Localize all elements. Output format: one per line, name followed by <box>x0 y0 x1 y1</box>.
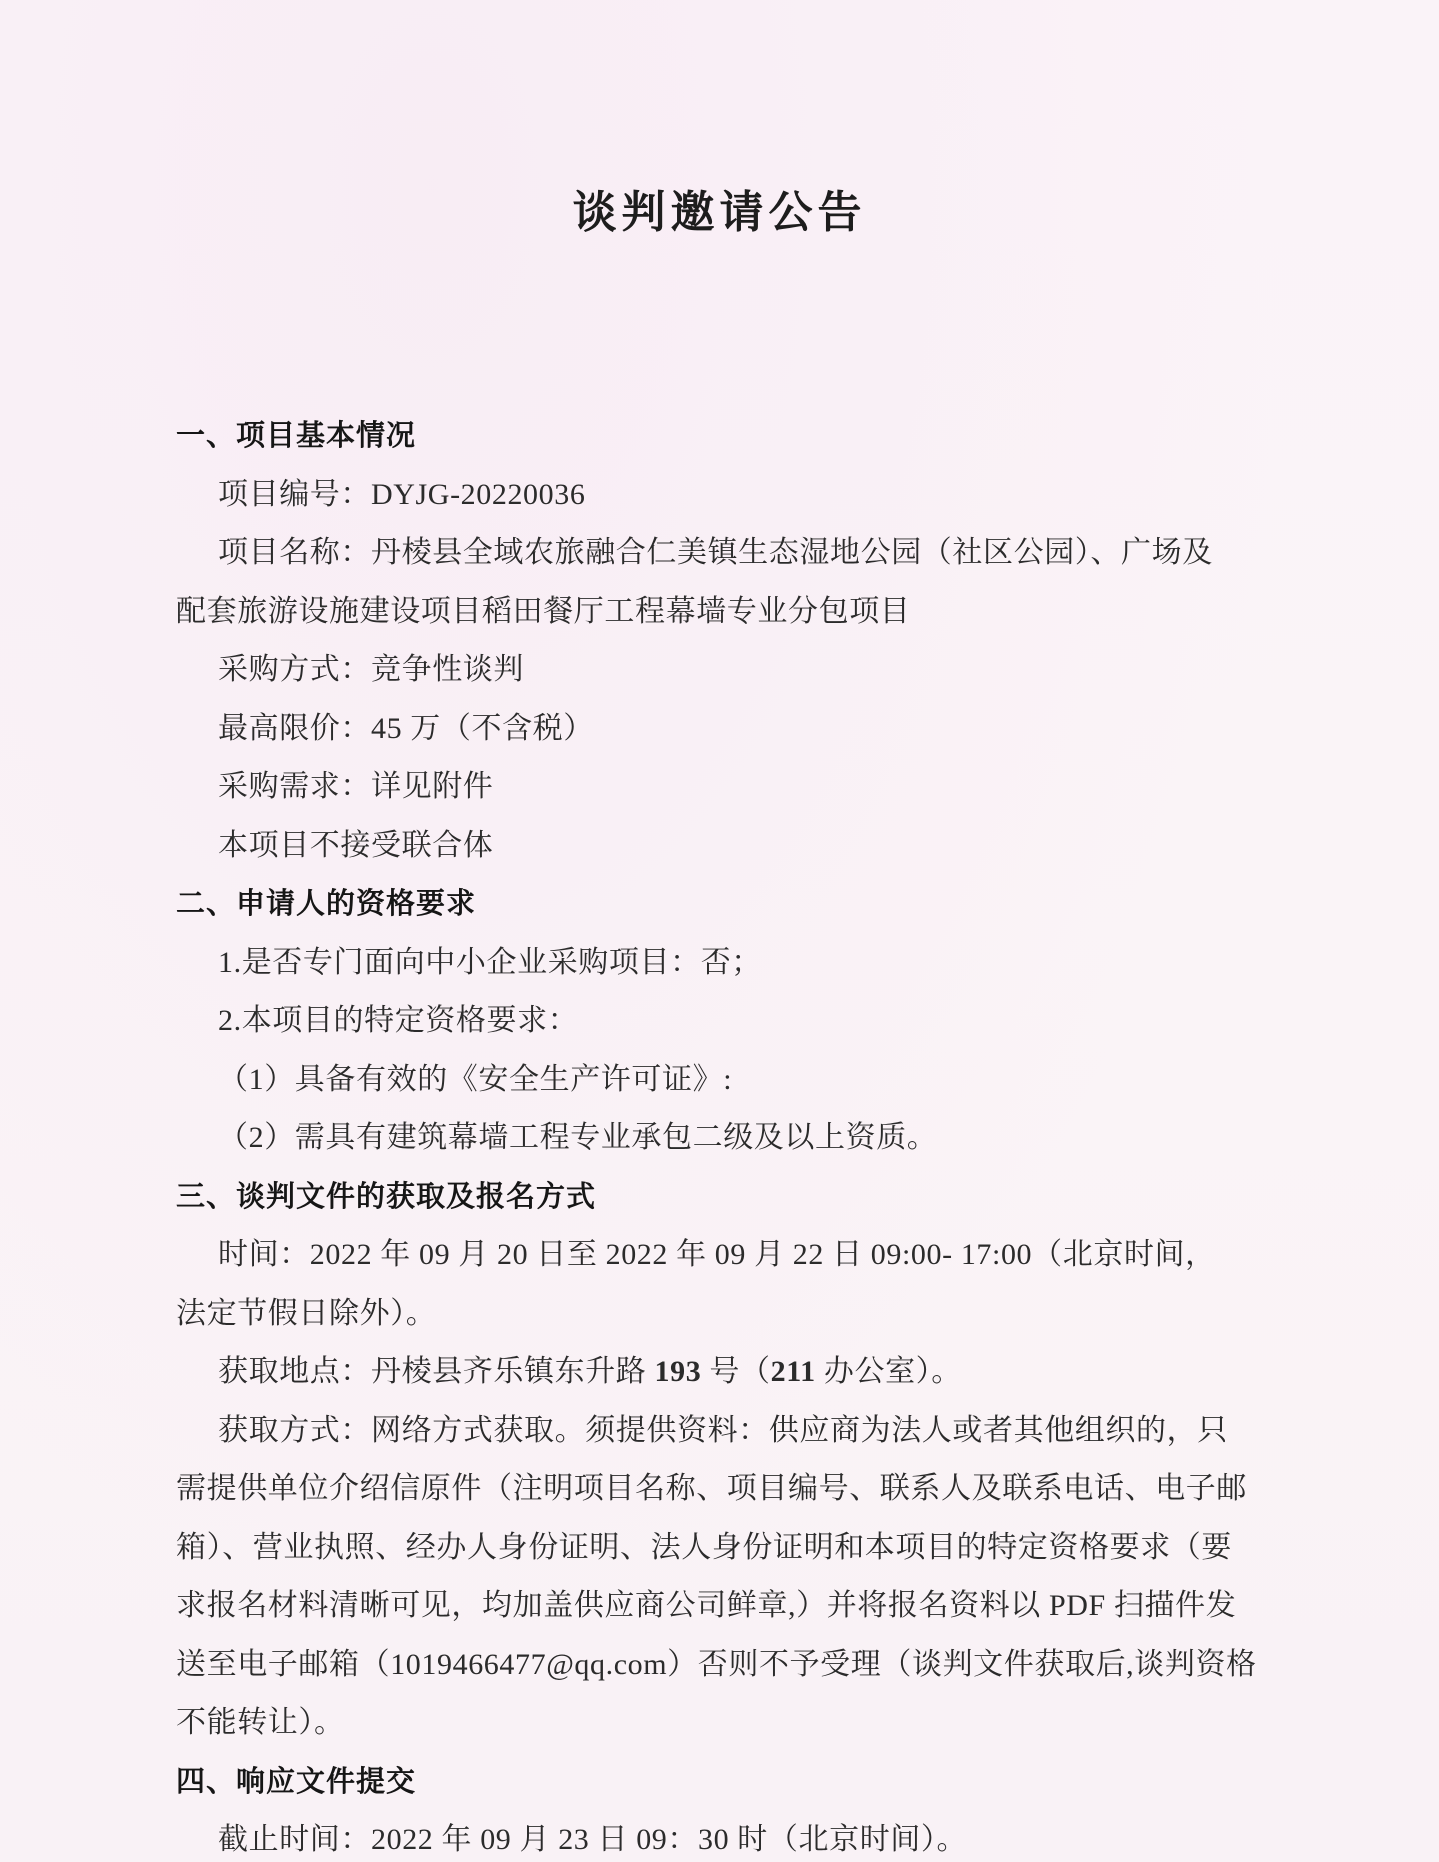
project-number-line: 项目编号：DYJG-20220036 <box>218 477 586 511</box>
project-name-line-2: 配套旅游设施建设项目稻田餐厅工程幕墙专业分包项目 <box>176 594 911 628</box>
document-body <box>176 407 1296 1862</box>
obtain-method-line-5: 送至电子邮箱（1019466477@qq.com）否则不予受理（谈判文件获取后,谈判资格 <box>176 1647 1257 1681</box>
obtain-method-line-1: 获取方式：网络方式获取。须提供资料：供应商为法人或者其他组织的，只 <box>218 1413 1228 1447</box>
location-text: 号（ <box>701 1355 771 1388</box>
street-number: 193 <box>654 1355 702 1388</box>
procurement-method-line: 采购方式：竞争性谈判 <box>218 653 524 686</box>
obtain-method-line-4: 求报名材料清晰可见，均加盖供应商公司鲜章,）并将报名资料以 PDF 扫描件发 <box>176 1589 1237 1622</box>
obtain-method-line-3: 箱）、营业执照、经办人身份证明、法人身份证明和本项目的特定资格要求（要 <box>176 1530 1232 1564</box>
document-title: 谈判邀请公告 <box>572 188 867 237</box>
obtain-method-line-6: 不能转让）。 <box>176 1706 345 1739</box>
section-heading-3: 三、谈判文件的获取及报名方式 <box>176 1180 597 1213</box>
qualification-item-1: 1.是否专门面向中小企业采购项目：否； <box>218 945 762 979</box>
price-limit-line: 最高限价：45 万（不含税） <box>218 711 594 745</box>
obtain-location-line <box>176 1343 1296 1402</box>
qualification-sub-1: （1）具备有效的《安全生产许可证》: <box>218 1062 733 1096</box>
office-number: 211 <box>770 1355 816 1388</box>
location-text: 办公室）。 <box>815 1355 962 1388</box>
deadline-line: 截止时间：2022 年 09 月 23 日 09：30 时（北京时间）。 <box>218 1823 968 1856</box>
qualification-sub-2: （2）需具有建筑幕墙工程专业承包二级及以上资质。 <box>218 1121 938 1154</box>
qualification-item-2: 2.本项目的特定资格要求： <box>218 1004 579 1037</box>
section-heading-4: 四、响应文件提交 <box>176 1765 417 1798</box>
location-text: 获取地点：丹棱县齐乐镇东升路 <box>218 1355 655 1388</box>
time-line-1: 时间：2022 年 09 月 20 日至 2022 年 09 月 22 日 09:00- 17:00（北京时间， <box>218 1238 1216 1271</box>
section-heading-2: 二、申请人的资格要求 <box>176 888 477 920</box>
project-name-line-1: 项目名称：丹棱县全域农旅融合仁美镇生态湿地公园（社区公园）、广场及 <box>218 536 1213 569</box>
time-line-2: 法定节假日除外）。 <box>176 1296 437 1330</box>
obtain-method-line-2: 需提供单位介绍信原件（注明项目名称、项目编号、联系人及联系电话、电子邮 <box>176 1472 1247 1505</box>
section-heading-1: 一、项目基本情况 <box>176 420 417 452</box>
no-consortium-line: 本项目不接受联合体 <box>218 828 494 862</box>
procurement-demand-line: 采购需求：详见附件 <box>218 770 494 803</box>
